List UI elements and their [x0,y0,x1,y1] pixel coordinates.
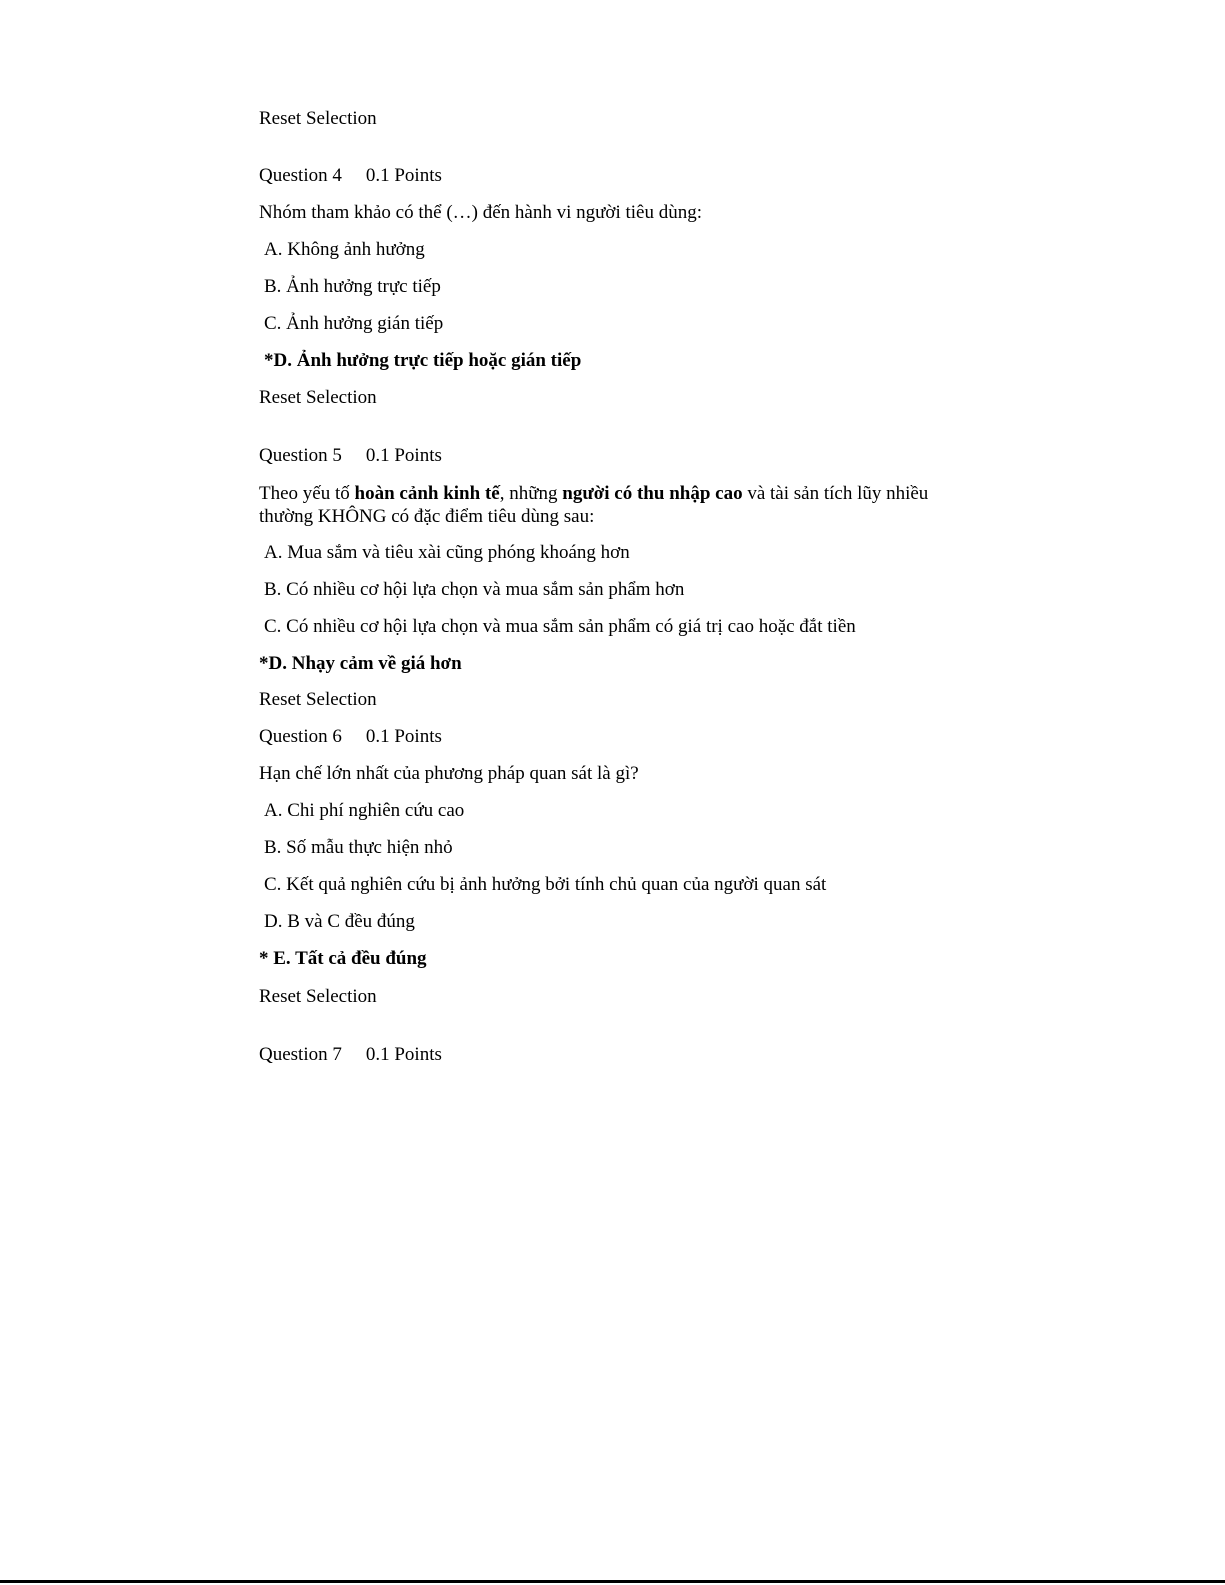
question-5-option-c[interactable]: C. Có nhiều cơ hội lựa chọn và mua sắm sản phẩm có giá trị cao hoặc đắt tiền [264,616,856,637]
reset-selection-link[interactable]: Reset Selection [259,689,377,710]
question-number: Question 7 [259,1044,342,1065]
question-6-option-b[interactable]: B. Số mẫu thực hiện nhỏ [264,837,453,858]
question-points: 0.1 Points [365,165,442,186]
question-number: Question 5 [259,445,342,466]
question-number: Question 6 [259,726,342,747]
question-4-option-b[interactable]: B. Ảnh hưởng trực tiếp [264,276,441,297]
question-5-prompt [259,482,959,528]
question-4-option-d-correct[interactable]: *D. Ảnh hưởng trực tiếp hoặc gián tiếp [264,350,582,371]
question-5-header [259,445,442,467]
question-6-option-a[interactable]: A. Chi phí nghiên cứu cao [264,800,465,821]
question-points: 0.1 Points [365,1044,442,1065]
question-6-option-c[interactable]: C. Kết quả nghiên cứu bị ảnh hưởng bởi tính chủ quan của người quan sát [264,874,827,895]
reset-selection-link[interactable]: Reset Selection [259,387,377,408]
question-6-option-e-correct[interactable]: * E. Tất cả đều đúng [259,948,427,969]
question-5-option-b[interactable]: B. Có nhiều cơ hội lựa chọn và mua sắm sản phẩm hơn [264,579,685,600]
prompt-text: , những [499,483,563,504]
question-number: Question 4 [259,165,342,186]
question-4-header [259,165,442,187]
question-4-option-c[interactable]: C. Ảnh hưởng gián tiếp [264,313,444,334]
question-4-prompt: Nhóm tham khảo có thể (…) đến hành vi người tiêu dùng: [259,202,703,223]
question-5-option-d-correct[interactable]: *D. Nhạy cảm về giá hơn [259,653,462,674]
prompt-emphasis: người có thu nhập cao [562,483,743,504]
question-4-option-a[interactable]: A. Không ảnh hưởng [264,239,425,260]
question-6-option-d[interactable]: D. B và C đều đúng [264,911,415,932]
question-6-prompt: Hạn chế lớn nhất của phương pháp quan sát là gì? [259,763,639,784]
reset-selection-link[interactable]: Reset Selection [259,108,377,129]
question-7-header [259,1044,442,1066]
reset-selection-link[interactable]: Reset Selection [259,986,377,1007]
question-points: 0.1 Points [365,726,442,747]
question-5-option-a[interactable]: A. Mua sắm và tiêu xài cũng phóng khoáng hơn [264,542,630,563]
question-6-header [259,726,442,748]
page-bottom-border [0,1580,1225,1583]
question-points: 0.1 Points [365,445,442,466]
prompt-text: Theo yếu tố [259,483,355,504]
prompt-text: và tài sản tích lũy nhiều thường KHÔNG có đặc điểm tiêu dùng sau: [259,483,929,527]
prompt-emphasis: hoàn cảnh kinh tế [354,483,500,504]
